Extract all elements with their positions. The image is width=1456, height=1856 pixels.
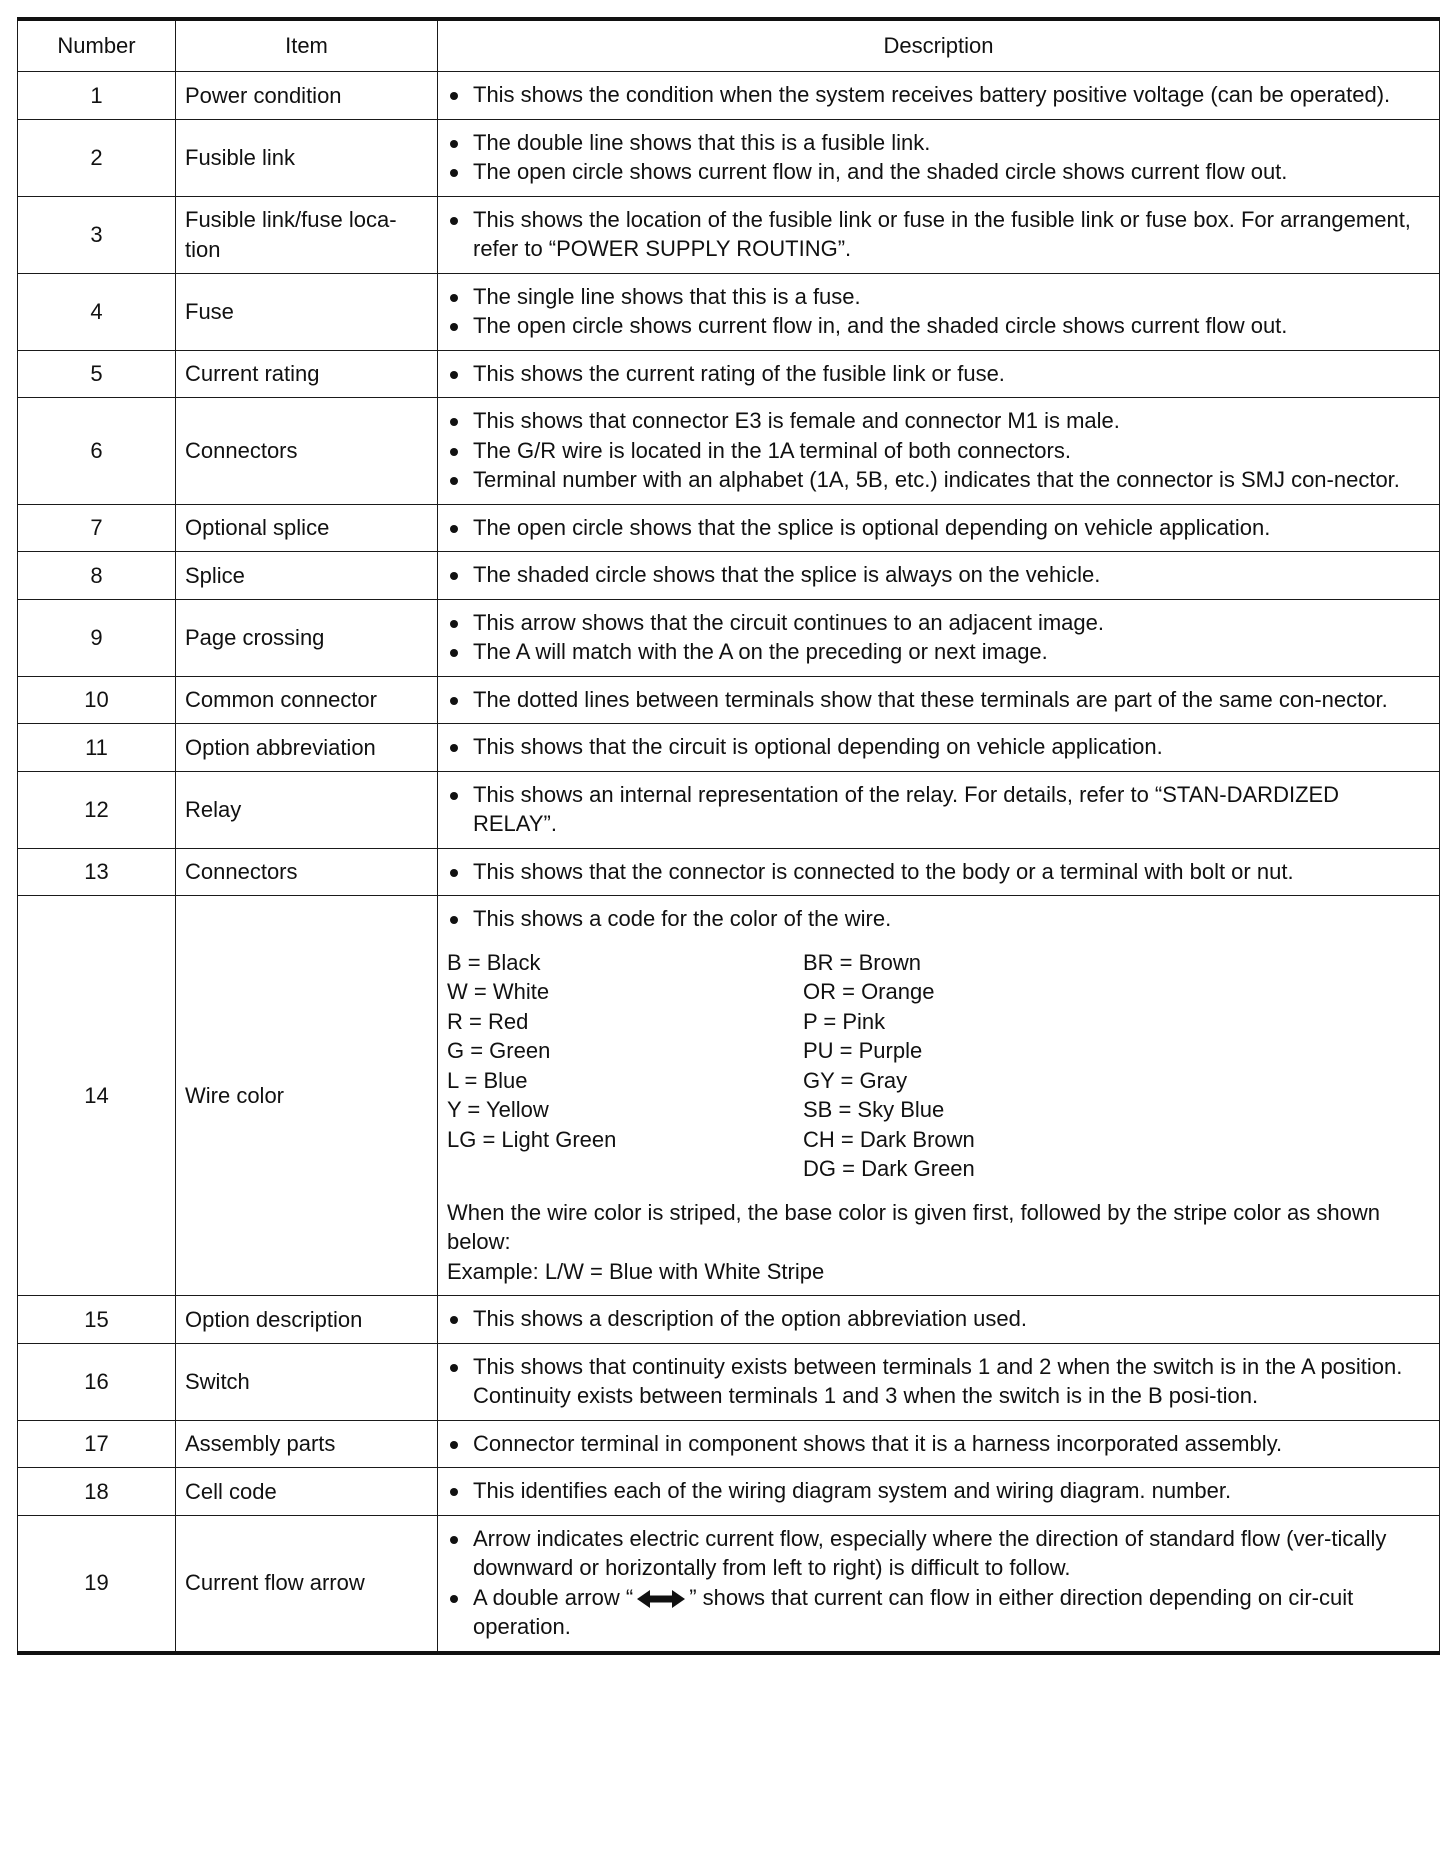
row-item: Connectors (176, 398, 438, 505)
bullet-item: Arrow indicates electric current flow, especially where the direction of standard flow (ver-tically downward or horizontally from left to right) is difficult to follow. (447, 1524, 1419, 1583)
table-row (18, 72, 1440, 120)
row-number: 8 (18, 552, 176, 600)
bullet-list (447, 1304, 1419, 1334)
row-item: Power condition (176, 72, 438, 120)
bullet-list (447, 732, 1419, 762)
table-row (18, 273, 1440, 350)
table-row (18, 724, 1440, 772)
wire-color-code: W = White (447, 979, 550, 1004)
row-number: 17 (18, 1420, 176, 1468)
bullet-item: The open circle shows current flow in, and the shaded circle shows current flow out. (447, 311, 1419, 341)
bullet-item: This shows the location of the fusible link or fuse in the fusible link or fuse box. For arrangement, refer to “POWER SUPPLY ROUTING”. (447, 205, 1419, 264)
wire-color-code: G = Green (447, 1038, 551, 1063)
bullet-item: The dotted lines between terminals show that these terminals are part of the same con-nector. (447, 685, 1419, 715)
bullet-item: This shows a code for the color of the wire. (447, 904, 1419, 934)
table-row (18, 504, 1440, 552)
wire-color-code: SB = Sky Blue (803, 1097, 945, 1122)
bullet-list (447, 857, 1419, 887)
row-item: Splice (176, 552, 438, 600)
row-description (438, 350, 1440, 398)
stripe-note: When the wire color is striped, the base color is given first, followed by the stripe color as shown below: (447, 1199, 1380, 1254)
bullet-item: The G/R wire is located in the 1A terminal of both connectors. (447, 436, 1419, 466)
row-item: Switch (176, 1343, 438, 1420)
row-number: 15 (18, 1296, 176, 1344)
row-item: Relay (176, 771, 438, 848)
row-description (438, 552, 1440, 600)
bullet-list (447, 904, 1419, 934)
row-number: 7 (18, 504, 176, 552)
row-number: 6 (18, 398, 176, 505)
bullet-list (447, 560, 1419, 590)
wire-color-code: OR = Orange (803, 979, 935, 1004)
row-item: Optional splice (176, 504, 438, 552)
row-description (438, 1343, 1440, 1420)
bullet-item: The double line shows that this is a fusible link. (447, 128, 1419, 158)
table-body-lower (18, 1296, 1440, 1516)
bullet-item: Terminal number with an alphabet (1A, 5B, etc.) indicates that the connector is SMJ con-nector. (447, 465, 1419, 495)
double-arrow-text-before: A double arrow “ (473, 1584, 634, 1610)
row-description (438, 72, 1440, 120)
header-item: Item (176, 19, 438, 72)
row-number: 4 (18, 273, 176, 350)
table-header-row (18, 19, 1440, 72)
row-description (438, 676, 1440, 724)
bullet-item: This shows the condition when the system receives battery positive voltage (can be operated). (447, 80, 1419, 110)
table-row (18, 599, 1440, 676)
wire-color-codes-right (803, 948, 1159, 1184)
wire-color-code: LG = Light Green (447, 1126, 617, 1152)
row-number: 18 (18, 1468, 176, 1516)
row-number: 5 (18, 350, 176, 398)
double-arrow-icon (637, 1589, 685, 1609)
row-number: 19 (18, 1515, 176, 1653)
table-row (18, 1296, 1440, 1344)
double-arrow-text-after: ” shows that current can flow in either direction depending on cir-cuit operation. (473, 1584, 1354, 1639)
bullet-list (447, 282, 1419, 341)
bullet-list (447, 406, 1419, 495)
row-item: Page crossing (176, 599, 438, 676)
row-number: 12 (18, 771, 176, 848)
row-description (438, 1420, 1440, 1468)
wire-color-code: BR = Brown (803, 949, 921, 975)
bullet-item: This shows the current rating of the fusible link or fuse. (447, 359, 1419, 389)
wire-color-code: CH = Dark Brown (803, 1126, 975, 1152)
table-row (18, 676, 1440, 724)
header-description: Description (438, 19, 1440, 72)
bullet-item: This shows that continuity exists between terminals 1 and 2 when the switch is in the A position. Continuity exists between terminals 1 and 3 when the switch is in the B posi-tion. (447, 1352, 1419, 1411)
row-number: 10 (18, 676, 176, 724)
stripe-example: Example: L/W = Blue with White Stripe (447, 1258, 825, 1284)
bullet-item: This shows that the connector is connected to the body or a terminal with bolt or nut. (447, 857, 1419, 887)
row-item: Fusible link (176, 119, 438, 196)
row-item: Fuse (176, 273, 438, 350)
table-body-current-flow (18, 1515, 1440, 1653)
bullet-item: This identifies each of the wiring diagram system and wiring diagram. number. (447, 1476, 1419, 1506)
bullet-list (447, 128, 1419, 187)
table-row (18, 350, 1440, 398)
table-body-wire-color (18, 896, 1440, 1296)
bullet-item-double-arrow (447, 1583, 1419, 1642)
bullet-list (447, 685, 1419, 715)
bullet-item: The shaded circle shows that the splice is always on the vehicle. (447, 560, 1419, 590)
row-description (438, 398, 1440, 505)
row-description (438, 771, 1440, 848)
bullet-item: This arrow shows that the circuit continues to an adjacent image. (447, 608, 1419, 638)
row-description (438, 119, 1440, 196)
row-item: Current rating (176, 350, 438, 398)
bullet-list (447, 1429, 1419, 1459)
wire-color-code: Y = Yellow (447, 1097, 549, 1122)
bullet-list (447, 80, 1419, 110)
row-number: 16 (18, 1343, 176, 1420)
wire-color-code: PU = Purple (803, 1038, 923, 1063)
row-item: Fusible link/fuse loca-tion (176, 196, 438, 273)
bullet-item: The A will match with the A on the preceding or next image. (447, 637, 1419, 667)
row-number: 9 (18, 599, 176, 676)
bullet-item: The open circle shows that the splice is optional depending on vehicle application. (447, 513, 1419, 543)
bullet-item: The open circle shows current flow in, and the shaded circle shows current flow out. (447, 157, 1419, 187)
bullet-item: This shows that the circuit is optional depending on vehicle application. (447, 732, 1419, 762)
bullet-item: The single line shows that this is a fuse. (447, 282, 1419, 312)
wire-color-code: DG = Dark Green (803, 1156, 975, 1181)
row-item: Cell code (176, 1468, 438, 1516)
table-row-wire-color (18, 896, 1440, 1296)
row-description (438, 196, 1440, 273)
row-description (438, 504, 1440, 552)
symbol-description-table (17, 17, 1440, 1655)
table-row (18, 196, 1440, 273)
row-description (438, 848, 1440, 896)
row-item: Option description (176, 1296, 438, 1344)
wire-color-code: P = Pink (803, 1008, 886, 1034)
wire-color-codes-left (447, 948, 803, 1184)
bullet-list (447, 1352, 1419, 1411)
table-row (18, 848, 1440, 896)
bullet-list (447, 359, 1419, 389)
wire-color-code: B = Black (447, 949, 541, 975)
row-item: Option abbreviation (176, 724, 438, 772)
bullet-list (447, 780, 1419, 839)
bullet-list (447, 608, 1419, 667)
row-description (438, 1468, 1440, 1516)
table-row (18, 119, 1440, 196)
bullet-item: Connector terminal in component shows that it is a harness incorporated assembly. (447, 1429, 1419, 1459)
row-number: 2 (18, 119, 176, 196)
table-row (18, 1420, 1440, 1468)
wire-color-code-list (447, 948, 1419, 1184)
bullet-item: This shows a description of the option abbreviation used. (447, 1304, 1419, 1334)
bullet-item: This shows an internal representation of the relay. For details, refer to “STAN-DARDIZED RELAY”. (447, 780, 1419, 839)
wire-color-code: L = Blue (447, 1067, 528, 1093)
row-item: Assembly parts (176, 1420, 438, 1468)
row-item: Connectors (176, 848, 438, 896)
table-row (18, 398, 1440, 505)
row-description (438, 1515, 1440, 1653)
wire-color-code: R = Red (447, 1008, 529, 1034)
row-description (438, 599, 1440, 676)
table-row (18, 1343, 1440, 1420)
bullet-list (447, 1476, 1419, 1506)
bullet-list (447, 513, 1419, 543)
row-description (438, 724, 1440, 772)
row-number: 14 (18, 896, 176, 1296)
row-number: 13 (18, 848, 176, 896)
row-number: 1 (18, 72, 176, 120)
row-item: Common connector (176, 676, 438, 724)
wire-color-code: GY = Gray (803, 1067, 908, 1093)
table-row (18, 771, 1440, 848)
bullet-list (447, 205, 1419, 264)
row-item: Current flow arrow (176, 1515, 438, 1653)
table-row (18, 552, 1440, 600)
row-description (438, 273, 1440, 350)
row-number: 3 (18, 196, 176, 273)
table-row-current-flow (18, 1515, 1440, 1653)
bullet-list (447, 1524, 1419, 1642)
row-description (438, 896, 1440, 1296)
bullet-item: This shows that connector E3 is female and connector M1 is male. (447, 406, 1419, 436)
row-description (438, 1296, 1440, 1344)
row-number: 11 (18, 724, 176, 772)
table-body-upper (18, 72, 1440, 896)
table-row (18, 1468, 1440, 1516)
row-item: Wire color (176, 896, 438, 1296)
header-number: Number (18, 19, 176, 72)
